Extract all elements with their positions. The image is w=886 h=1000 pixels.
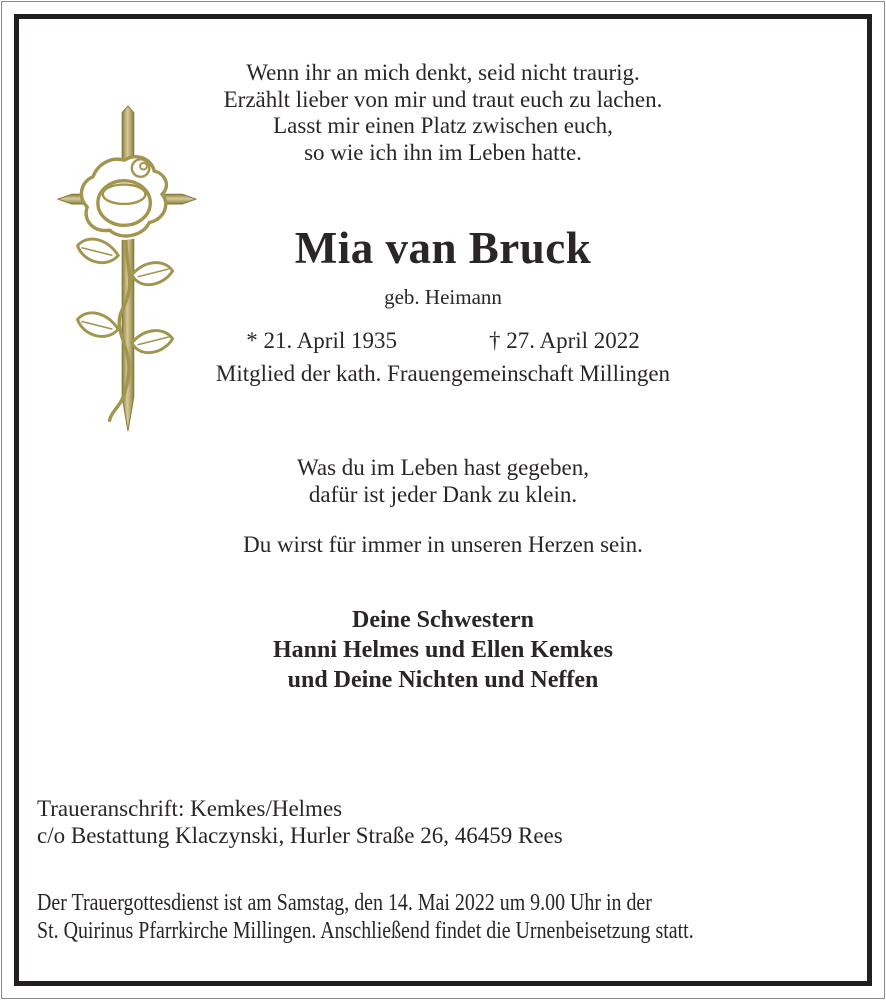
mourners-line: Hanni Helmes und Ellen Kemkes xyxy=(272,637,614,663)
opening-verse-line: Wenn ihr an mich denkt, seid nicht traurig. xyxy=(246,60,640,85)
opening-verse-line: Lasst mir einen Platz zwischen euch, xyxy=(273,113,613,138)
maiden-name: geb. Heimann xyxy=(384,285,502,309)
tribute-verse xyxy=(0,455,886,508)
opening-verse-line: Erzählt lieber von mir und traut euch zu lachen. xyxy=(223,86,663,112)
service-info-line: St. Quirinus Pfarrkirche Millingen. Anschließend findet die Urnenbeisetzung statt. xyxy=(37,917,694,944)
mourners-block xyxy=(0,605,886,695)
death-date: † 27. April 2022 xyxy=(489,328,640,353)
deceased-name: Mia van Bruck xyxy=(294,223,592,273)
membership-line: Mitglied der kath. Frauengemeinschaft Millingen xyxy=(215,361,671,386)
mourning-address-line: c/o Bestattung Klaczynski, Hurler Straße 26, 46459 Rees xyxy=(37,823,563,848)
mourning-address-line: Traueranschrift: Kemkes/Helmes xyxy=(37,796,343,821)
mourners-line: und Deine Nichten und Neffen xyxy=(287,667,599,693)
mourning-address xyxy=(37,795,563,849)
opening-verse xyxy=(0,60,886,166)
rose-cup-opening xyxy=(103,185,146,204)
tribute-verse-line: Was du im Leben hast gegeben, xyxy=(297,455,589,480)
service-info-lines xyxy=(37,890,694,945)
mourners-line: Deine Schwestern xyxy=(352,607,534,633)
service-info xyxy=(37,890,828,945)
tribute-verse-line: dafür ist jeder Dank zu klein. xyxy=(308,481,578,507)
service-info-line: Der Trauergottesdienst ist am Samstag, den 14. Mai 2022 um 9.00 Uhr in der xyxy=(37,890,652,916)
tribute-line: Du wirst für immer in unseren Herzen sein. xyxy=(243,532,643,557)
birth-date: * 21. April 1935 xyxy=(246,328,397,353)
opening-verse-line: so wie ich ihn im Leben hatte. xyxy=(304,139,582,165)
life-dates xyxy=(0,328,886,354)
